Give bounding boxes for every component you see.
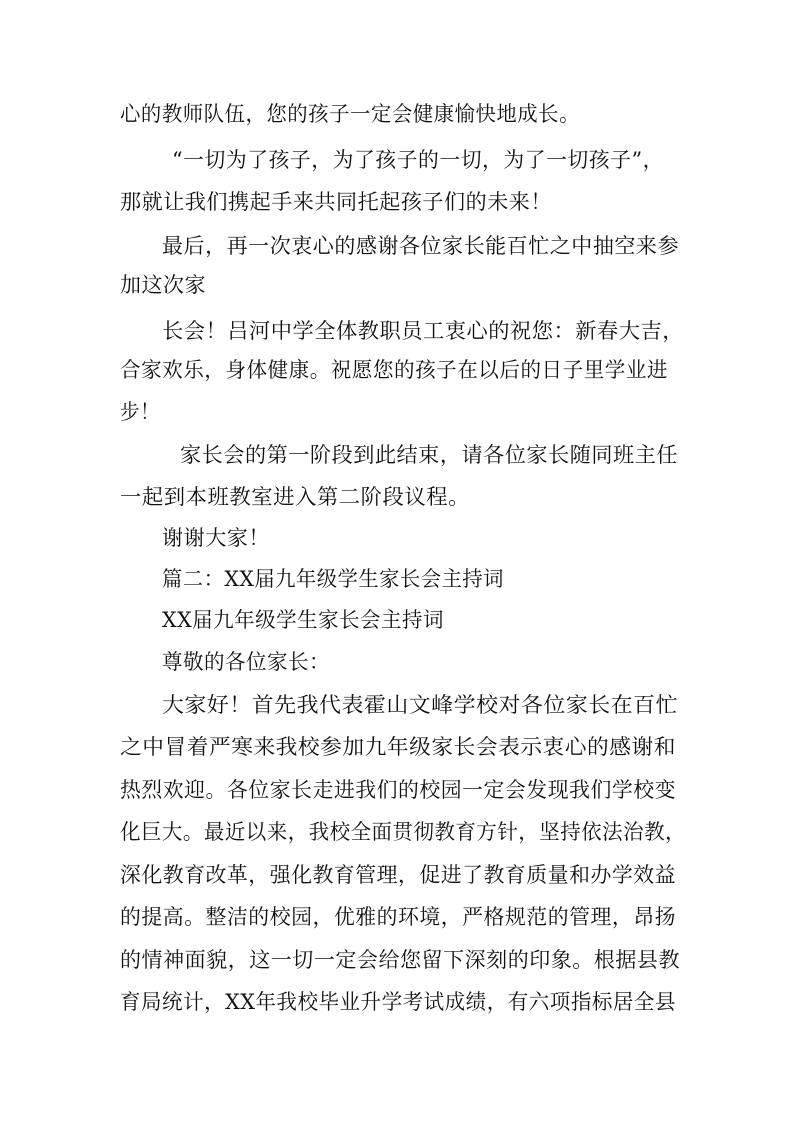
text-line: 长会！吕河中学全体教职员工衷心的祝您：新春大吉， <box>162 319 684 343</box>
text-line: 谢谢大家！ <box>162 526 270 550</box>
text-line: 尊敬的各位家长： <box>162 650 330 674</box>
text-line: 家长会的第一阶段到此结束，请各位家长随同班主任 <box>180 443 678 467</box>
text-line: 加这次家 <box>120 273 206 297</box>
text-line: 的情神面貌，这一切一定会给您留下深刻的印象。根据县教 <box>120 948 680 972</box>
text-line: 深化教育改革，强化教育管理，促进了教育质量和办学效益 <box>120 863 676 887</box>
text-line: 一起到本班教室进入第二阶段议程。 <box>120 485 470 509</box>
text-line: XX届九年级学生家长会主持词 <box>162 608 444 632</box>
text-line: 篇二：XX届九年级学生家长会主持词 <box>162 567 504 591</box>
text-line: 育局统计，XX年我校毕业升学考试成绩，有六项指标居全县 <box>120 990 676 1014</box>
text-line: 合家欢乐，身体健康。祝愿您的孩子在以后的日子里学业进 <box>120 358 668 382</box>
text-line: 最后，再一次衷心的感谢各位家长能百忙之中抽空来参 <box>162 234 679 258</box>
text-line: 心的教师队伍，您的孩子一定会健康愉快地成长。 <box>120 102 580 126</box>
text-line: 热烈欢迎。各位家长走进我们的校园一定会发现我们学校变 <box>120 778 676 802</box>
text-line: 化巨大。最近以来，我校全面贯彻教育方针，坚持依法治教， <box>120 820 686 844</box>
text-line: 步！ <box>120 400 160 424</box>
text-line: “一切为了孩子，为了孩子的一切，为了一切孩子”， <box>172 148 664 172</box>
text-line: 之中冒着严寒来我校参加九年级家长会表示衷心的感谢和 <box>120 735 676 759</box>
text-line: 那就让我们携起手来共同托起孩子们的未来！ <box>120 190 552 214</box>
text-line: 的提高。整洁的校园，优雅的环境，严格规范的管理，昂扬 <box>120 905 676 929</box>
text-line: 大家好！首先我代表霍山文峰学校对各位家长在百忙 <box>162 693 678 717</box>
